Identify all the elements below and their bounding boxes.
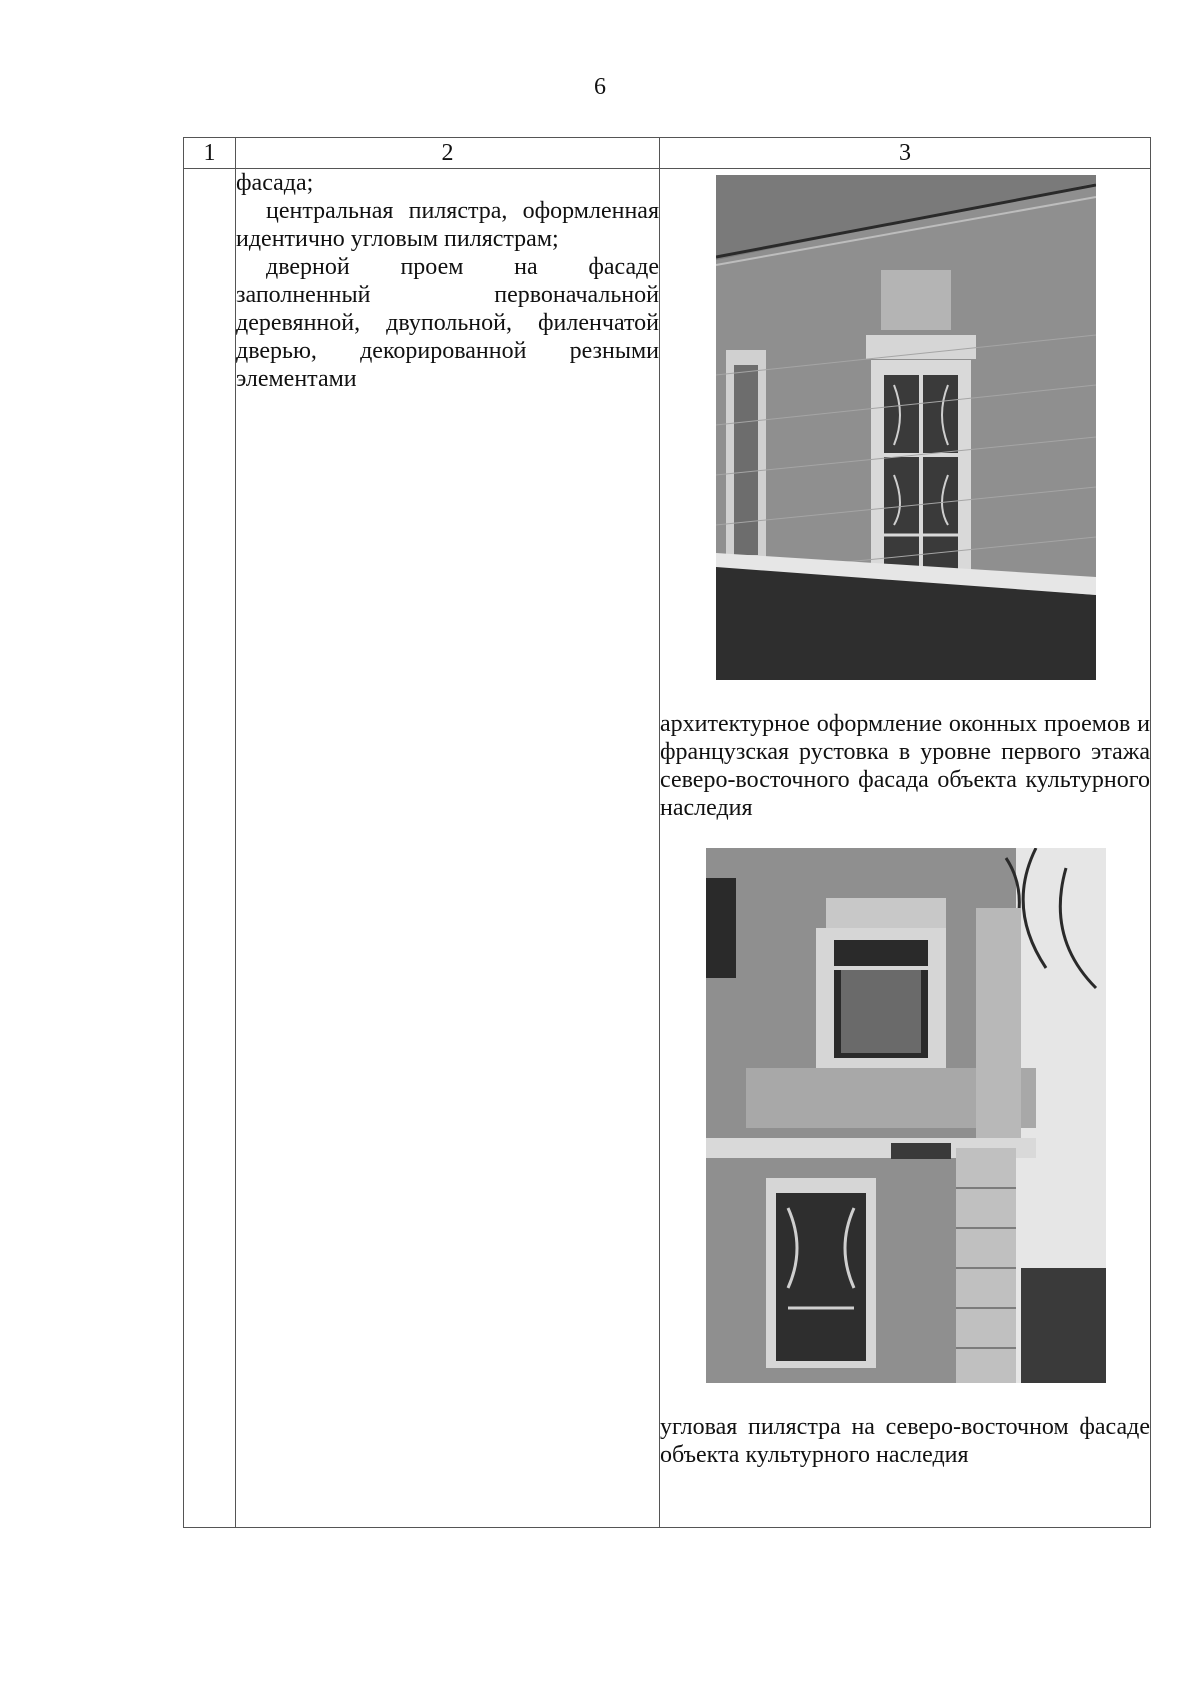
header-col-1: 1 xyxy=(184,138,236,169)
paragraph-door-opening: дверной проем на фасаде заполненный первоначальной деревянной, двупольной, филенчатой дверью, декорированной резными элементами xyxy=(236,254,659,392)
document-table xyxy=(183,137,1151,1528)
caption-window-openings: архитектурное оформление оконных проемов и французская рустовка в уровне первого этажа северо-восточного фасада объекта культурного наследия xyxy=(660,711,1150,821)
table-row xyxy=(184,169,1151,1528)
page-number: 6 xyxy=(594,74,606,100)
facade-window-photo xyxy=(716,175,1096,680)
corner-pilaster-photo xyxy=(706,848,1106,1383)
paragraph-facade: фасада; xyxy=(236,170,314,196)
paragraph-central-pilaster: центральная пилястра, оформленная идентично угловым пилястрам; xyxy=(236,198,659,252)
cell-col-1 xyxy=(184,169,236,1528)
table-header-row xyxy=(184,138,1151,169)
caption-corner-pilaster: угловая пилястра на северо-восточном фасаде объекта культурного наследия xyxy=(660,1414,1150,1468)
cell-col-3 xyxy=(660,169,1151,1528)
header-col-2: 2 xyxy=(236,138,660,169)
cell-col-2 xyxy=(236,169,660,1528)
header-col-3: 3 xyxy=(660,138,1151,169)
